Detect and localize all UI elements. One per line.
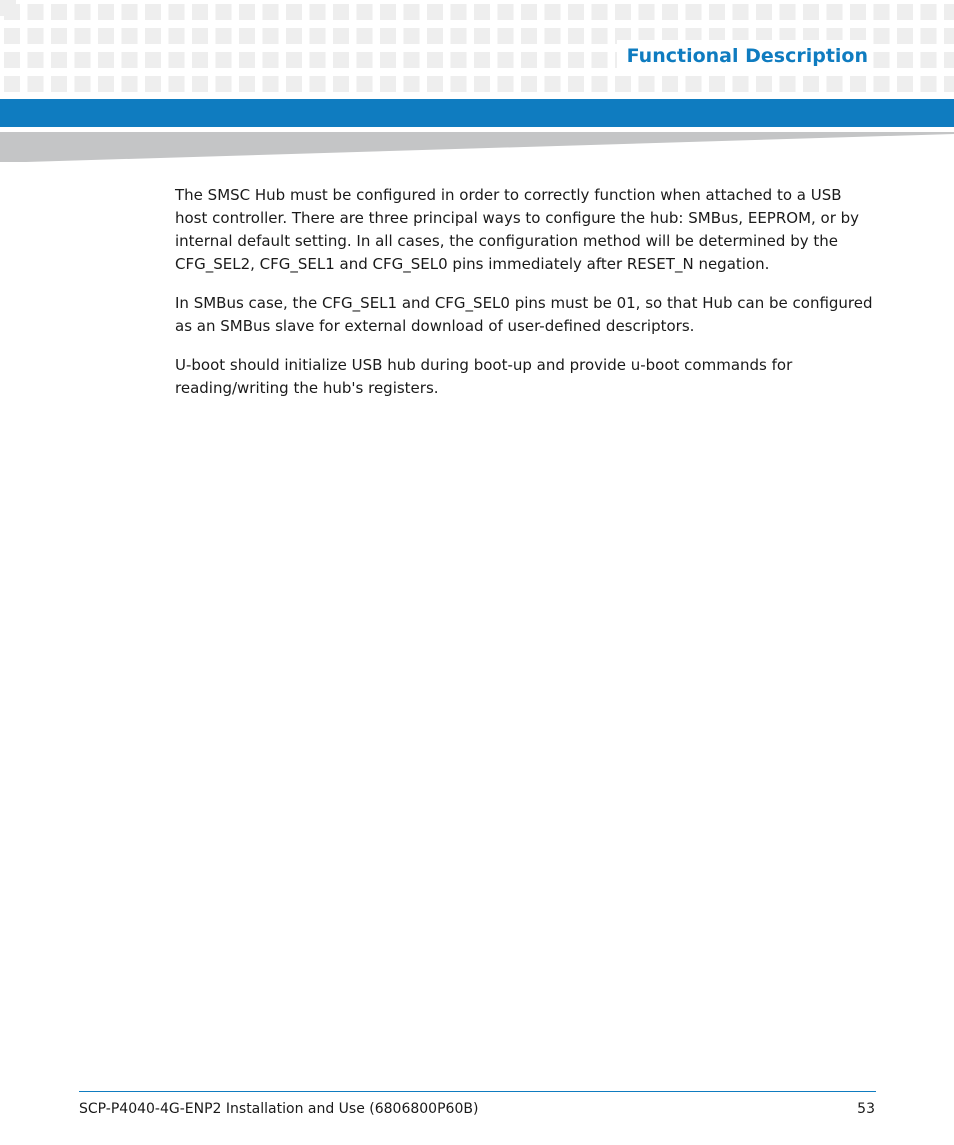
footer-document-title: SCP-P4040-4G-ENP2 Installation and Use (6806800P60B) xyxy=(79,1101,479,1117)
header-blue-band xyxy=(0,99,954,127)
body-content xyxy=(175,184,875,416)
section-title: Functional Description xyxy=(617,40,872,72)
paragraph-smbus-case: In SMBus case, the CFG_SEL1 and CFG_SEL0 pins must be 01, so that Hub can be configured as an SMBus slave for external download of user-defined descriptors. xyxy=(175,294,873,335)
header-grey-wedge xyxy=(0,132,954,164)
paragraph-uboot: U-boot should initialize USB hub during boot-up and provide u-boot commands for reading/writing the hub's registers. xyxy=(175,356,793,397)
footer-page-number: 53 xyxy=(857,1101,875,1117)
paragraph-smsc-hub-config: The SMSC Hub must be configured in order to correctly function when attached to a USB host controller. There are three principal ways to configure the hub: SMBus, EEPROM, or by internal default setting. In all cases, the configuration method will be determined by the CFG_SEL2, CFG_SEL1 and CFG_SEL0 pins immediately after RESET_N negation. xyxy=(175,186,860,273)
footer-rule xyxy=(79,1091,876,1092)
